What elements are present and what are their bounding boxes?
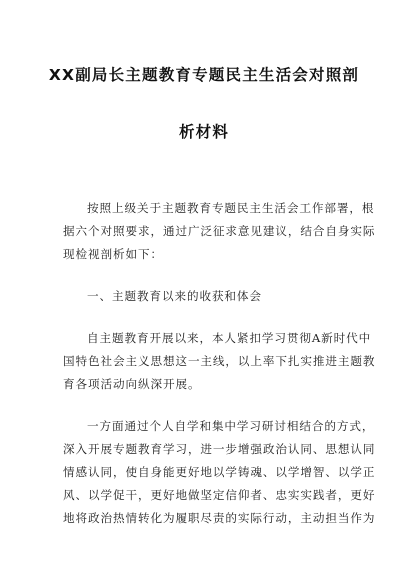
document-title-line-1: XX副局长主题教育专题民主生活会对照剖 xyxy=(48,66,360,84)
paragraph-line: 育各项活动向纵深开展。 xyxy=(63,377,201,391)
section-heading-text: 一、主题教育以来的收获和体会 xyxy=(87,289,262,303)
paragraph-line: 风、以学促干，更好地做坚定信仰者、忠实实践者，更好 xyxy=(63,488,376,502)
paragraph-line: 深入开展专题教育学习，进一步增强政治认同、思想认同 xyxy=(63,442,376,456)
paragraph-line: 地将政治热情转化为履职尽责的实际行动，主动担当作为 xyxy=(63,511,376,525)
paragraph-line: 一方面通过个人自学和集中学习研讨相结合的方式， xyxy=(87,419,375,433)
paragraph-line: 现检视剖析如下： xyxy=(63,247,163,261)
document-title-line-2: 析材料 xyxy=(178,123,230,141)
paragraph-line: 按照上级关于主题教育专题民主生活会工作部署，根 xyxy=(87,201,375,215)
paragraph-line: 情感认同，使自身能更好地以学铸魂、以学增智、以学正 xyxy=(63,465,376,479)
paragraph-line: 国特色社会主义思想这一主线，以上率下扎实推进主题教 xyxy=(63,354,376,368)
paragraph-line: 自主题教育开展以来，本人紧扣学习贯彻A新时代中 xyxy=(87,331,372,345)
paragraph-line: 据六个对照要求，通过广泛征求意见建议，结合自身实际 xyxy=(63,224,376,238)
